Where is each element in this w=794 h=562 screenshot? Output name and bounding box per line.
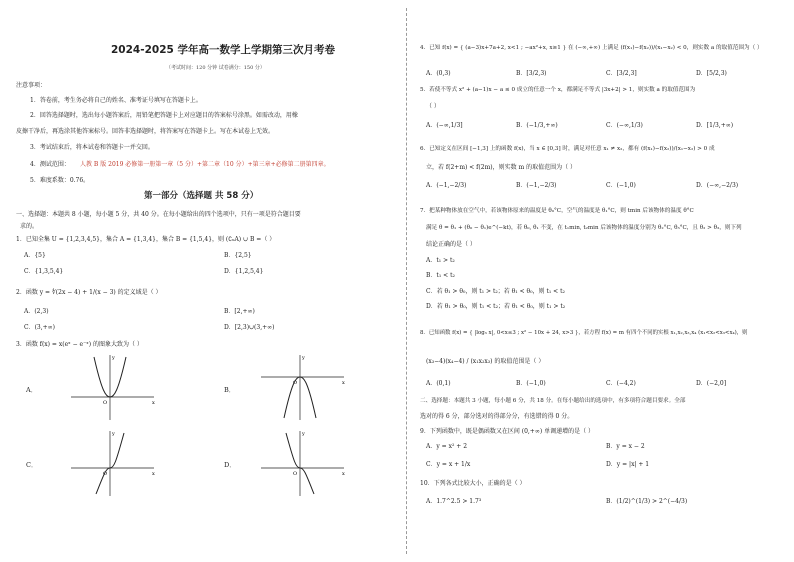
q2-option-a[interactable]: A．(2,3) xyxy=(24,308,49,315)
note-5: 5．难度系数：0.76。 xyxy=(30,177,90,184)
q8-option-d[interactable]: D．(−2,0] xyxy=(696,380,727,387)
q5-stem: 5．若使不等式 x² + (a−1)x − a ≤ 0 成立的任意一个 x，都满足不等式 |3x+2| > 1，则实数 a 的取值范围为 xyxy=(420,87,696,93)
q6-option-d[interactable]: D．(−∞,−2/3) xyxy=(696,182,739,189)
q3-graph-d[interactable] xyxy=(256,428,346,498)
note-4-label: 4．测试范围： xyxy=(30,161,70,168)
q8-stem: 8．已知函数 f(x) = { |log₃ x|, 0<x≤3 ; x² − 10x + 24, x>3 }，若方程 f(x) = m 有四个不同的实根 x₁,x₂,x₃,x₄ (x₁<x₂<x₃<x₄)，则 xyxy=(420,330,748,336)
q8-option-a[interactable]: A．(0,1) xyxy=(426,380,451,387)
svg-text:O: O xyxy=(103,471,108,477)
q5-option-a[interactable]: A．(−∞,1/3] xyxy=(426,122,463,129)
svg-text:y: y xyxy=(302,355,305,361)
q7-option-b[interactable]: B．t₁ < t₂ xyxy=(426,272,455,279)
q1-option-b[interactable]: B．{2,5} xyxy=(224,252,252,259)
q5-option-b[interactable]: B．(−1/3,+∞) xyxy=(516,122,558,129)
exam-meta: （考试时间：120 分钟 试卷满分：150 分） xyxy=(166,65,265,71)
svg-text:O: O xyxy=(293,380,298,386)
q5-option-d[interactable]: D．[1/3,+∞) xyxy=(696,122,734,129)
part1-intro: 一、选择题：本题共 8 小题，每小题 5 分，共 40 分。在每小题给出的四个选项中，只有一项是符合题目要 xyxy=(16,211,301,218)
q2-option-b[interactable]: B．[2,+∞) xyxy=(224,308,255,315)
q1-option-a[interactable]: A．{5} xyxy=(24,252,46,259)
exam-title: 2024-2025 学年高一数学上学期第三次月考卷 xyxy=(111,44,335,56)
q4-option-b[interactable]: B．[3/2,3) xyxy=(516,70,547,77)
q6-option-a[interactable]: A．(−1,−2/3) xyxy=(426,182,467,189)
q8-stem-cont: (x₃−4)(x₄−4) / (x₁x₂x₃) 的取值范围是（ ） xyxy=(426,358,545,365)
q9-option-d[interactable]: D．y = |x| + 1 xyxy=(606,461,650,468)
q7-stem-cont: 满足 θ = θ₁ + (θ₀ − θ₁)e^(−kt)，若 θ₀, θ₁ 不变，在 t₁min, t₂min 后该物体的温度分别为 θ₂°C, θ₃°C，且 θ₂ > θ₃，则下列 xyxy=(426,225,742,231)
q9-option-a[interactable]: A．y = x² + 2 xyxy=(426,443,468,450)
q7-option-c[interactable]: C．若 θ₁ > θ₀，则 t₁ > t₂；若 θ₁ < θ₀，则 t₁ < t₂ xyxy=(426,288,565,295)
q4-stem: 4．已知 f(x) = { (a−3)x+7a+2, x<1 ; −ax²+x, x≥1 } 在 (−∞,+∞) 上满足 (f(x₁)−f(x₂))/(x₁−x₂) < 0，则实数 a 的取值范围为（ ） xyxy=(420,45,763,51)
q4-option-d[interactable]: D．[5/2,3) xyxy=(696,70,727,77)
svg-text:x: x xyxy=(342,380,345,386)
graph-b-svg xyxy=(256,352,346,422)
graph-c-svg xyxy=(66,428,156,498)
part1-title: 第一部分（选择题 共 58 分） xyxy=(144,191,259,201)
graph-d-svg xyxy=(256,428,346,498)
q5-stem-cont: （ ） xyxy=(426,103,440,110)
q1-option-c[interactable]: C．{1,3,5,4} xyxy=(24,268,64,275)
q10-option-b[interactable]: B．(1/2)^(1/3) > 2^(−4/3) xyxy=(606,498,688,505)
q7-option-a[interactable]: A．t₁ > t₂ xyxy=(426,257,455,264)
q3-graph-b[interactable] xyxy=(256,352,346,422)
q9-option-c[interactable]: C．y = x + 1/x xyxy=(426,461,471,468)
q1-option-d[interactable]: D．{1,2,5,4} xyxy=(224,268,264,275)
column-divider xyxy=(406,8,407,554)
q3-option-b-label[interactable]: B． xyxy=(224,386,236,394)
q3-stem: 3．函数 f(x) = x(eˣ − e⁻ˣ) 的图象大致为（ ） xyxy=(16,341,143,348)
note-3: 3．考试结束后，将本试卷和答题卡一并交回。 xyxy=(30,144,154,151)
q6-option-b[interactable]: B．(−1,−2/3) xyxy=(516,182,557,189)
part2-intro-cont: 选对的得 6 分，部分选对的得部分分，有选错的得 0 分。 xyxy=(420,413,574,420)
svg-text:y: y xyxy=(112,355,115,361)
q2-option-c[interactable]: C．(3,+∞) xyxy=(24,324,56,331)
q10-stem: 10．下列各式比较大小，正确的是（ ） xyxy=(420,480,526,487)
q7-stem: 7．把某种物体放在空气中，若该物体原来的温度是 θ₀°C，空气的温度是 θ₁°C，则 tmin 后该物体的温度 θ°C xyxy=(420,208,694,214)
q8-option-b[interactable]: B．(−1,0) xyxy=(516,380,546,387)
svg-text:O: O xyxy=(103,400,108,406)
graph-a-svg xyxy=(66,352,156,422)
q1-stem: 1．已知全集 U = {1,2,3,4,5}，集合 A = {1,3,4}，集合 B = {1,5,4}，则 (∁ᵤA) ∪ B =（ ） xyxy=(16,236,276,243)
q6-stem-cont: 立，若 f(2+m) < f(2m)，则实数 m 的取值范围为（ ） xyxy=(426,164,577,171)
note-4-range: 人教 B 版 2019 必修第一册第一章（5 分）+第二章（10 分）+第三章+必修第二册第四章。 xyxy=(80,161,330,168)
svg-text:O: O xyxy=(293,471,298,477)
q5-option-c[interactable]: C．(−∞,1/3) xyxy=(606,122,643,129)
part1-intro-cont: 求的。 xyxy=(20,223,39,230)
notes-header: 注意事项： xyxy=(16,82,47,89)
q8-option-c[interactable]: C．(−4,2) xyxy=(606,380,636,387)
q3-option-d-label[interactable]: D． xyxy=(224,461,236,469)
q4-option-c[interactable]: C．[3/2,3] xyxy=(606,70,637,77)
svg-text:y: y xyxy=(112,431,115,437)
note-1: 1．答卷前，考生务必将自己的姓名、准考证号填写在答题卡上。 xyxy=(30,97,202,104)
q4-option-a[interactable]: A．(0,3) xyxy=(426,70,451,77)
note-2-cont: 皮擦干净后，再选涂其他答案标号。回答非选择题时，将答案写在答题卡上。写在本试卷上无效。 xyxy=(16,128,275,135)
q2-stem: 2．函数 y = ∜(2x − 4) + 1/(x − 3) 的定义域是（ ） xyxy=(16,289,162,296)
q3-option-a-label[interactable]: A． xyxy=(26,386,38,394)
q3-graph-c[interactable] xyxy=(66,428,156,498)
svg-text:x: x xyxy=(342,471,345,477)
part2-intro: 二、选择题：本题共 3 小题，每小题 6 分，共 18 分。在每小题给出的选项中，有多项符合题目要求。全部 xyxy=(420,398,686,404)
svg-text:x: x xyxy=(152,471,155,477)
svg-text:y: y xyxy=(302,431,305,437)
svg-text:x: x xyxy=(152,400,155,406)
note-2: 2．回答选择题时，选出每小题答案后，用铅笔把答题卡上对应题目的答案标号涂黑。如需改动，用橡 xyxy=(30,112,298,119)
q6-stem: 6．已知定义在区间 [−1,3] 上的函数 f(x)，当 x ∈ [0,3] 时，满足对任意 x₁ ≠ x₂，都有 (f(x₁)−f(x₂))/(x₁−x₂) > 0 成 xyxy=(420,146,715,152)
q10-option-a[interactable]: A．1.7^2.5 > 1.7³ xyxy=(426,498,482,505)
q3-option-c-label[interactable]: C． xyxy=(26,461,38,469)
q3-graph-a[interactable] xyxy=(66,352,156,422)
q9-option-b[interactable]: B．y = x − 2 xyxy=(606,443,645,450)
q7-option-d[interactable]: D．若 θ₁ > θ₀，则 t₁ < t₂；若 θ₁ < θ₀，则 t₁ > t₂ xyxy=(426,303,566,310)
q2-option-d[interactable]: D．[2,3)∪(3,+∞) xyxy=(224,324,275,331)
q7-stem-cont2: 结论正确的是（ ） xyxy=(426,241,476,248)
q9-stem: 9．下列函数中，既是偶函数又在区间 (0,+∞) 单调递增的是（ ） xyxy=(420,428,594,435)
q6-option-c[interactable]: C．(−1,0) xyxy=(606,182,636,189)
